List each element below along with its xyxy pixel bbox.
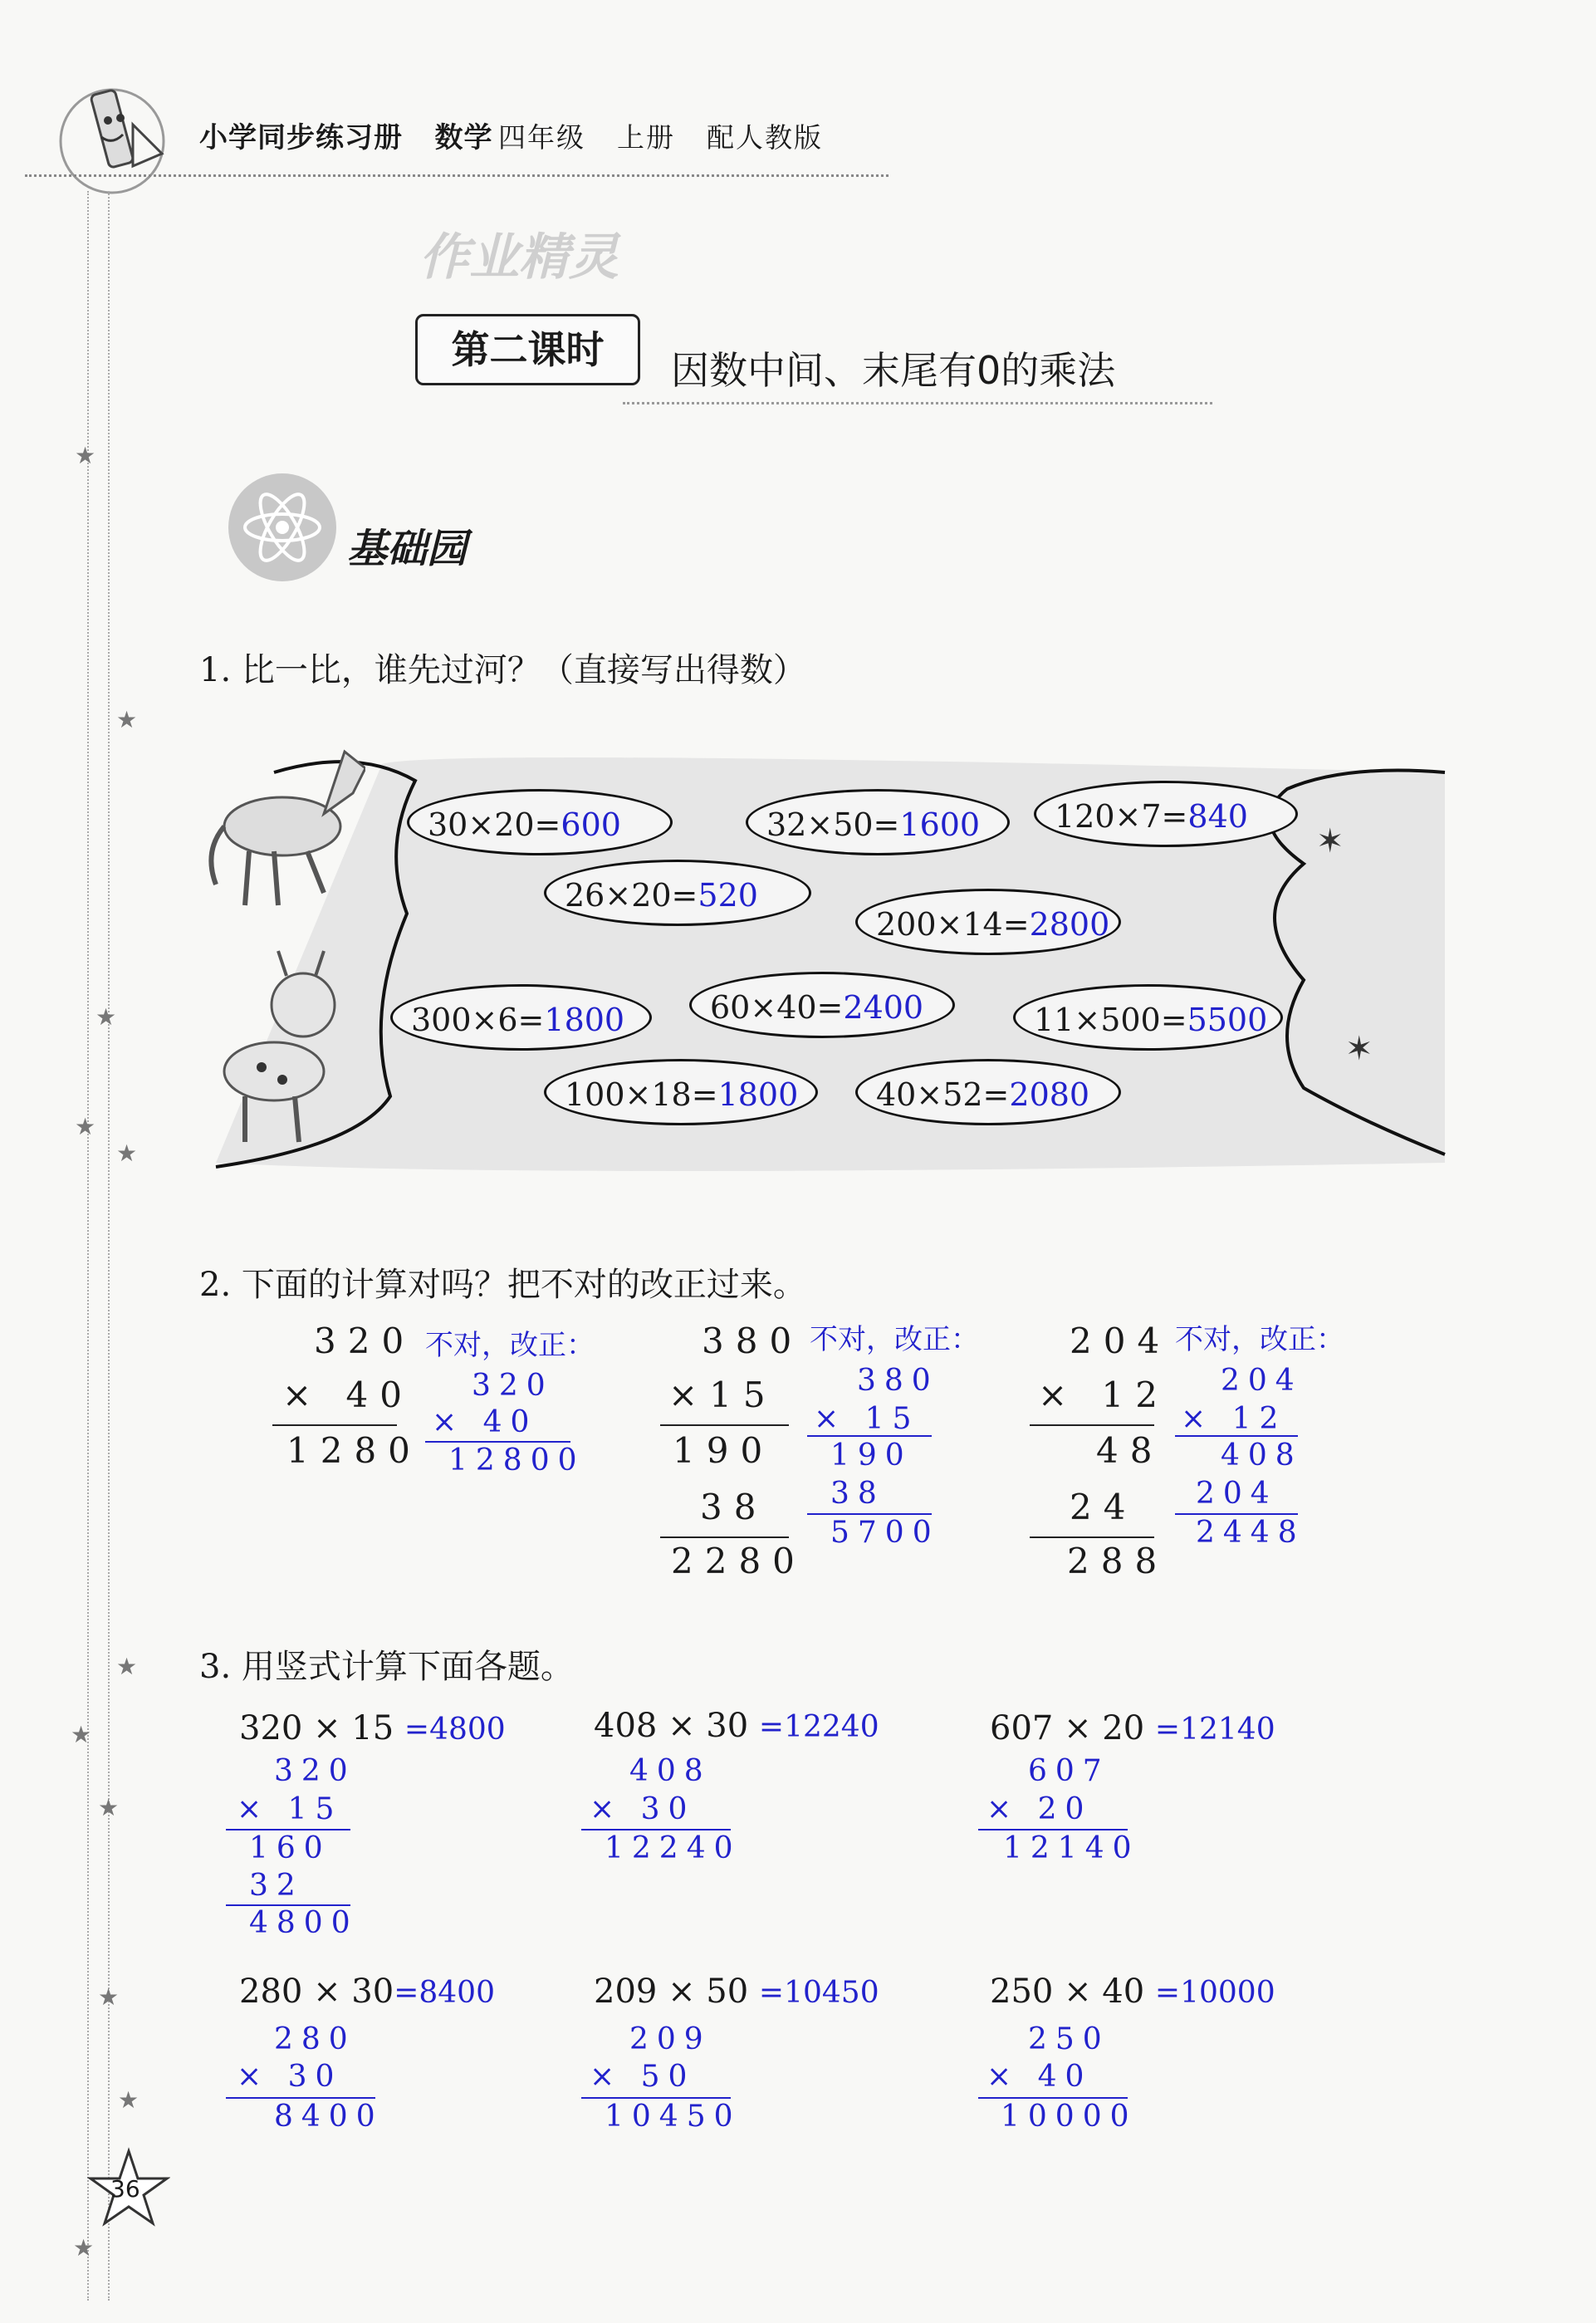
correction-note: 不对，改正：: [1175, 1323, 1344, 1356]
page-number: 36: [110, 2175, 140, 2203]
correction-rule: [1175, 1513, 1298, 1515]
star-icon: ★: [116, 1139, 138, 1167]
calc-rule: [1030, 1536, 1154, 1538]
answer-oval: 11×500=5500: [1013, 984, 1283, 1051]
deer-icon: [203, 947, 361, 1149]
section-title: 基础园: [347, 526, 468, 572]
header-logo: [50, 75, 174, 199]
calc-line: 2280: [671, 1541, 806, 1581]
correction-line: × 12: [1181, 1402, 1287, 1436]
work-line: 320: [274, 1754, 356, 1788]
star-icon: ★: [95, 1003, 117, 1031]
work-line: × 20: [986, 1792, 1093, 1826]
star-icon: ★: [73, 2234, 95, 2262]
calc-line: × 40: [282, 1375, 414, 1415]
calc-rule: [660, 1536, 789, 1538]
correction-note: 不对，改正：: [425, 1329, 595, 1362]
atom-icon: [228, 473, 336, 581]
q3-prompt: 3. 用竖式计算下面各题。: [199, 1648, 574, 1686]
work-rule: [581, 2097, 731, 2099]
work-rule: [978, 2097, 1128, 2099]
calc-line: ×15: [668, 1375, 777, 1415]
calc-line: 38: [700, 1487, 768, 1527]
grass-icon: ✶: [1345, 1030, 1373, 1068]
answer-oval: 120×7=840: [1034, 781, 1298, 847]
correction-rule: [425, 1441, 570, 1443]
correction-line: 38: [830, 1477, 885, 1511]
star-icon: ★: [71, 1721, 92, 1748]
calc-rule: [272, 1424, 397, 1426]
q3-expression: 250 × 40 =10000: [990, 1973, 1275, 2011]
header-meta: 四年级 上册 配人教版: [498, 121, 823, 154]
calc-line: 204: [1070, 1321, 1172, 1361]
work-line: 10450: [605, 2100, 742, 2134]
calc-line: 380: [702, 1321, 804, 1361]
work-line: 12240: [605, 1831, 742, 1865]
margin-line: [87, 191, 89, 2301]
page-number-badge: [87, 2147, 170, 2230]
pencil-mascot-icon: [50, 75, 174, 199]
q3-expression: 607 × 20 =12140: [990, 1709, 1275, 1747]
work-rule: [581, 1829, 731, 1830]
calc-rule: [660, 1424, 789, 1426]
q3-expression: 209 × 50 =10450: [594, 1973, 879, 2011]
work-line: 209: [629, 2022, 712, 2056]
work-line: × 40: [986, 2060, 1093, 2094]
star-icon: ★: [98, 1983, 120, 2011]
work-line: 160: [249, 1831, 331, 1865]
correction-line: × 40: [432, 1405, 538, 1439]
star-icon: ★: [116, 1653, 138, 1680]
lesson-divider: [623, 402, 1212, 404]
star-icon: ★: [98, 1794, 120, 1821]
answer-oval: 26×20=520: [544, 860, 811, 926]
correction-line: 408: [1221, 1438, 1303, 1473]
q3-expression: 408 × 30 =12240: [594, 1707, 879, 1745]
calc-rule: [1030, 1424, 1154, 1426]
answer-oval: 32×50=1600: [746, 789, 1010, 855]
answer-oval: 300×6=1800: [390, 984, 652, 1051]
calc-line: 190: [673, 1430, 775, 1471]
answer-oval: 40×52=2080: [855, 1059, 1121, 1125]
work-line: 408: [629, 1754, 712, 1788]
q2-prompt: 2. 下面的计算对吗？把不对的改正过来。: [199, 1266, 806, 1304]
work-rule: [978, 1829, 1128, 1830]
work-line: 8400: [274, 2100, 384, 2134]
answer-oval: 200×14=2800: [855, 889, 1121, 955]
work-line: × 50: [590, 2060, 696, 2094]
calc-line: × 12: [1038, 1375, 1169, 1415]
lesson-label: 第二课时: [415, 314, 640, 385]
work-line: × 15: [237, 1792, 343, 1826]
correction-rule: [1175, 1435, 1298, 1437]
correction-line: × 15: [814, 1402, 920, 1436]
correction-rule: [807, 1513, 932, 1515]
work-rule: [226, 1829, 350, 1830]
correction-line: 204: [1196, 1477, 1278, 1511]
correction-line: 190: [830, 1438, 913, 1473]
work-line: 12140: [1003, 1831, 1140, 1865]
work-rule: [226, 2097, 375, 2099]
q3-expression: 280 × 30=8400: [239, 1973, 495, 2011]
header-divider: [25, 174, 889, 177]
work-line: × 30: [590, 1792, 696, 1826]
work-line: 32: [249, 1869, 304, 1903]
answer-oval: 30×20=600: [407, 789, 673, 855]
lesson-title: 因数中间、末尾有0的乘法: [671, 348, 1116, 393]
calc-line: 24: [1070, 1487, 1138, 1527]
correction-line: 204: [1221, 1364, 1303, 1398]
grass-icon: ✶: [1316, 822, 1344, 860]
calc-line: 48: [1096, 1430, 1164, 1471]
work-line: 280: [274, 2022, 356, 2056]
star-icon: ★: [116, 706, 138, 733]
star-icon: ★: [75, 442, 96, 469]
calc-line: 1280: [286, 1430, 422, 1471]
correction-line: 12800: [448, 1443, 585, 1478]
q1-prompt: 1. 比一比，谁先过河？（直接写出得数）: [199, 651, 806, 689]
star-icon: ★: [75, 1113, 96, 1140]
star-icon: ★: [118, 2086, 140, 2114]
work-line: 4800: [249, 1906, 359, 1940]
book-title: 小学同步练习册 数学: [199, 121, 493, 154]
correction-line: 380: [857, 1364, 939, 1398]
watermark: 作业精灵: [419, 228, 619, 287]
work-line: 10000: [1001, 2100, 1138, 2134]
correction-rule: [807, 1435, 932, 1437]
correction-line: 5700: [830, 1516, 940, 1550]
calc-line: 320: [314, 1321, 416, 1361]
answer-oval: 100×18=1800: [544, 1059, 818, 1125]
calc-line: 288: [1067, 1541, 1169, 1581]
work-line: × 30: [237, 2060, 343, 2094]
work-line: 250: [1028, 2022, 1110, 2056]
answer-oval: 60×40=2400: [689, 972, 955, 1038]
q3-expression: 320 × 15 =4800: [239, 1709, 506, 1747]
correction-line: 2448: [1196, 1516, 1305, 1550]
correction-note: 不对，改正：: [810, 1323, 979, 1356]
horse-icon: [199, 735, 365, 921]
work-line: 607: [1028, 1754, 1110, 1788]
correction-line: 320: [472, 1369, 554, 1403]
